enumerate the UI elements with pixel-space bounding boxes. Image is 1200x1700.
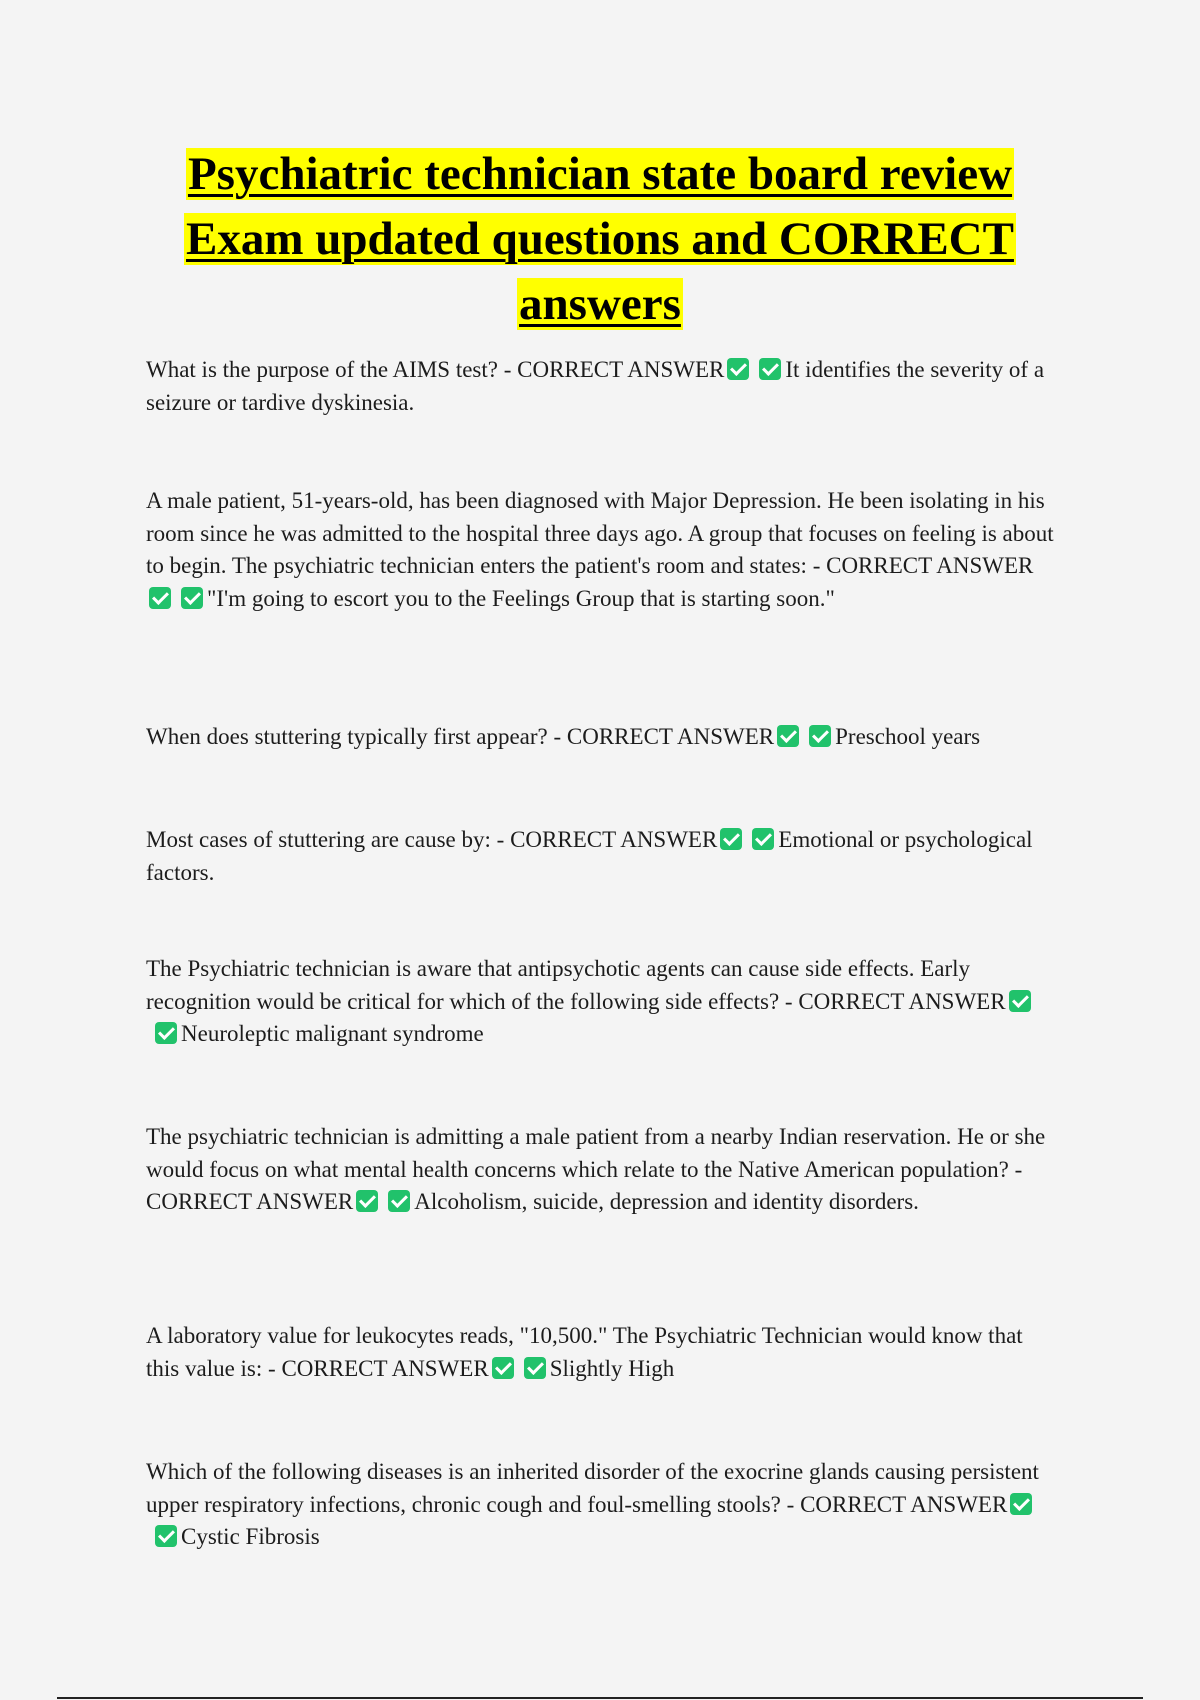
check-icon [155,1525,177,1547]
check-icon [720,828,742,850]
title-line-1: Psychiatric technician state board review [187,148,1013,200]
answer-marker: - CORRECT ANSWER [784,988,1006,1014]
answer-text: It identifies the severity of a seizure or tardive dyskinesia. [146,357,1045,415]
check-icon [356,1190,378,1212]
check-icon [155,1022,177,1044]
check-icon [388,1190,410,1212]
title-line-2: Exam updated questions and CORRECT [186,213,1014,265]
qa-item-8 [146,1456,1056,1554]
check-icon [1009,990,1031,1012]
check-icon [727,358,749,380]
answer-marker: - CORRECT ANSWER [503,357,725,382]
answer-marker: - CORRECT ANSWER [812,553,1034,578]
question-text: The Psychiatric technician is aware that antipsychotic agents can cause side effects. Early recognition would be critical for which of the following side effects? [146,956,971,1014]
check-icon [752,828,774,850]
check-icon [492,1357,514,1379]
footer-divider [57,1697,1143,1699]
answer-text: Neuroleptic malignant syndrome [181,1021,484,1046]
answer-text: Preschool years [835,724,981,749]
qa-item-5 [146,953,1056,1051]
title-line-3: answers [519,278,681,330]
question-text: When does stuttering typically first appear? [146,724,548,749]
answer-text: Cystic Fibrosis [181,1524,320,1549]
question-text: Which of the following diseases is an inherited disorder of the exocrine glands causing persistent upper respiratory infections, chronic cough and foul-smelling stools? [146,1459,1039,1517]
answer-marker: - CORRECT ANSWER [146,1156,1023,1214]
check-icon [149,587,171,609]
question-text: Most cases of stuttering are cause by: [146,827,491,852]
answer-marker: - CORRECT ANSWER [786,1491,1008,1517]
question-text: A male patient, 51-years-old, has been diagnosed with Major Depression. He been isolating in his room since he was admitted to the hospital three days ago. A group that focuses on feeling is about to begin. The psychiatric technician enters the patient's room and states: [146,488,1054,578]
qa-item-4 [146,824,1056,889]
answer-text: Alcoholism, suicide, depression and identity disorders. [414,1189,919,1214]
answer-text: Slightly High [549,1355,675,1381]
answer-marker: - CORRECT ANSWER [496,827,718,852]
answer-text: Emotional or psychological factors. [146,827,1033,885]
qa-item-3 [146,721,1056,754]
qa-item-2 [146,485,1056,615]
question-text: A laboratory value for leukocytes reads, "10,500." The Psychiatric Technician would know that this value is: [146,1323,1023,1381]
qa-item-1 [146,354,1056,419]
answer-marker: - CORRECT ANSWER [268,1355,489,1381]
question-text: The psychiatric technician is admitting a male patient from a nearby Indian reservation. He or she would focus on what mental health concerns which relate to the Native American population? [146,1124,1046,1182]
question-text: What is the purpose of the AIMS test? [146,357,498,382]
qa-item-7 [146,1320,1056,1385]
answer-text: "I'm going to escort you to the Feelings Group that is starting soon." [207,585,835,611]
check-icon [777,725,799,747]
qa-item-6 [146,1121,1056,1219]
document-title [145,142,1055,337]
check-icon [759,358,781,380]
check-icon [181,587,203,609]
answer-marker: - CORRECT ANSWER [553,724,775,749]
check-icon [524,1357,546,1379]
check-icon [1010,1493,1032,1515]
check-icon [809,725,831,747]
